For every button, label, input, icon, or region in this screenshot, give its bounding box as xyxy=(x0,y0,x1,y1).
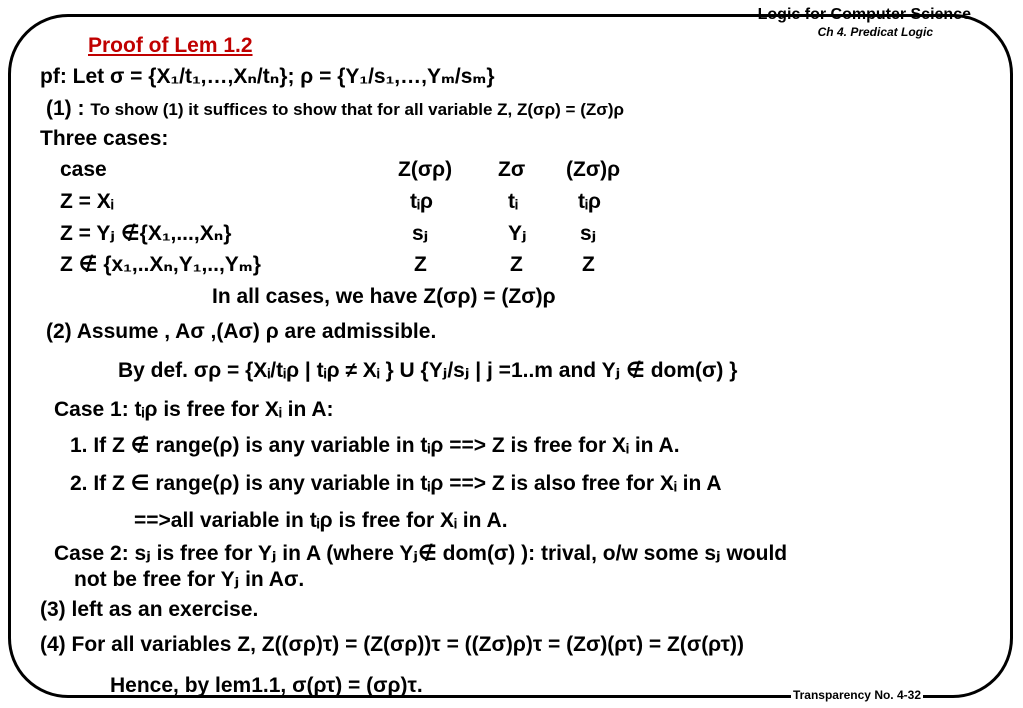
course-title: Logic for Computer Science xyxy=(757,6,971,23)
three-cases-label: Three cases: xyxy=(40,127,169,150)
proof-heading: Proof of Lem 1.2 xyxy=(88,34,253,57)
case-table-cell: Z xyxy=(582,253,595,276)
case2-line-cont: not be free for Yⱼ in Aσ. xyxy=(74,568,305,591)
chapter-subtitle: Ch 4. Predicat Logic xyxy=(817,25,933,39)
part4-line: (4) For all variables Z, Z((σρ)τ) = (Z(σρ))τ = ((Zσ)ρ)τ = (Zσ)(ρτ) = Z(σ(ρτ)) xyxy=(40,633,744,656)
part3-line: (3) left as an exercise. xyxy=(40,598,259,621)
by-def-line: By def. σρ = {Xᵢ/tᵢρ | tᵢρ ≠ Xᵢ } U {Yⱼ/sⱼ | j =1..m and Yⱼ ∉ dom(σ) } xyxy=(118,359,738,382)
case1-item1: 1. If Z ∉ range(ρ) is any variable in tᵢρ ==> Z is free for Xᵢ in A. xyxy=(70,434,680,457)
case-table-cell: tᵢρ xyxy=(578,190,601,213)
case-table-header: Z(σρ) xyxy=(398,158,453,181)
pf-line: pf: Let σ = {X₁/t₁,…,Xₙ/tₙ}; ρ = {Y₁/s₁,…,Yₘ/sₘ} xyxy=(40,65,495,88)
case-table-cell: Z = Xᵢ xyxy=(60,190,114,213)
part2-line: (2) Assume , Aσ ,(Aσ) ρ are admissible. xyxy=(46,320,437,343)
transparency-number: Transparency No. 4-32 xyxy=(792,688,921,702)
case-table-cell: tᵢρ xyxy=(410,190,433,213)
conclusion-line: Hence, by lem1.1, σ(ρτ) = (σρ)τ. xyxy=(110,674,423,697)
case-table-cell: sⱼ xyxy=(580,222,597,245)
case-table-cell: sⱼ xyxy=(412,222,429,245)
case-table-cell: Z = Yⱼ ∉{X₁,...,Xₙ} xyxy=(60,222,232,245)
case-table-header: (Zσ)ρ xyxy=(566,158,621,181)
part1-line xyxy=(46,97,624,122)
all-cases-line: In all cases, we have Z(σρ) = (Zσ)ρ xyxy=(212,285,556,308)
case-table-cell: Z ∉ {x₁,..Xₙ,Y₁,..,Yₘ} xyxy=(60,253,261,276)
case-table-cell: Z xyxy=(414,253,427,276)
case-table-header: Zσ xyxy=(498,158,526,181)
case-table-cell: tᵢ xyxy=(508,190,518,213)
case1-item2: 2. If Z ∈ range(ρ) is any variable in tᵢρ ==> Z is also free for Xᵢ in A xyxy=(70,472,722,495)
case1-line: Case 1: tᵢρ is free for Xᵢ in A: xyxy=(54,398,334,421)
case-table-header: case xyxy=(60,158,107,181)
case1-item2-cont: ==>all variable in tᵢρ is free for Xᵢ in A. xyxy=(134,509,508,532)
part1-label: (1) : xyxy=(46,97,85,120)
case-table-cell: Yⱼ xyxy=(508,222,527,245)
part1-text: To show (1) it suffices to show that for all variable Z, Z(σρ) = (Zσ)ρ xyxy=(90,100,625,119)
case-table-cell: Z xyxy=(510,253,523,276)
case2-line: Case 2: sⱼ is free for Yⱼ in A (where Yⱼ∉ dom(σ) ): trival, o/w some sⱼ would xyxy=(54,542,788,565)
